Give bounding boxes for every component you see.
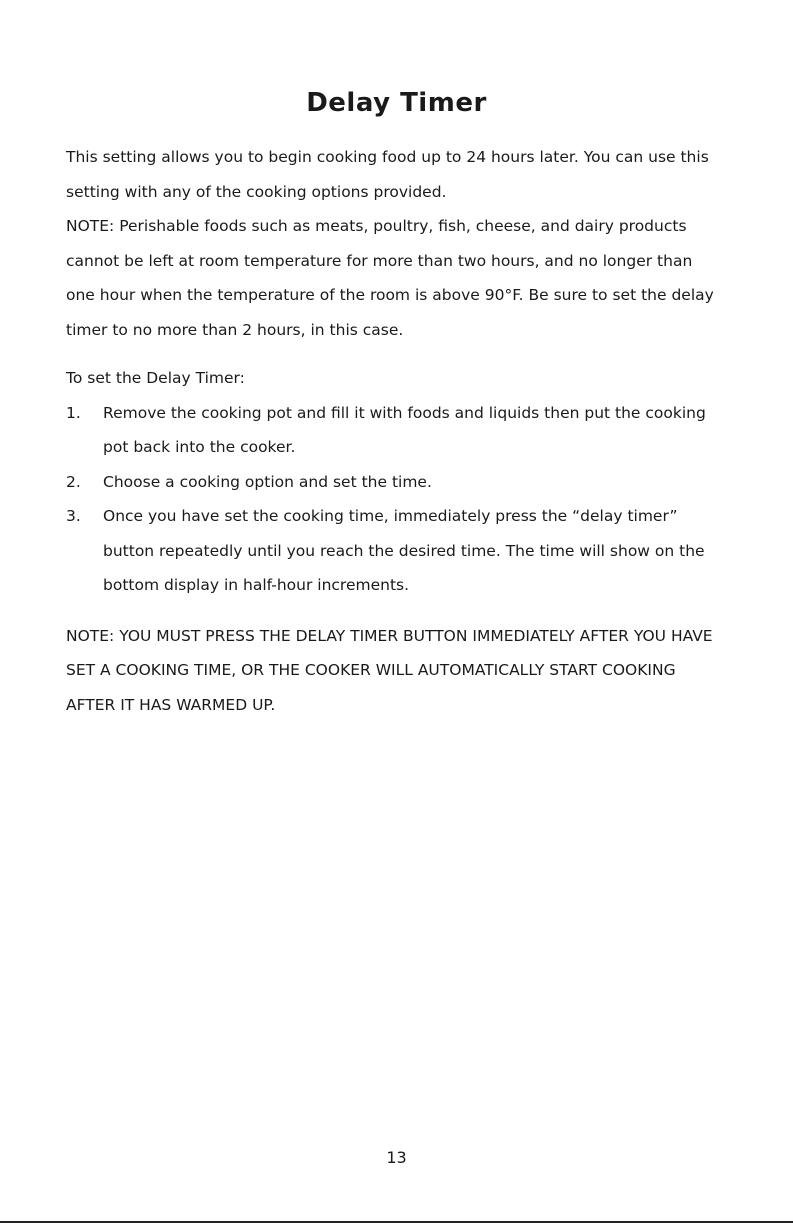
perishable-note: NOTE: Perishable foods such as meats, poultry, fish, cheese, and dairy products cannot be left at room temperature for more than two hours, and no longer than one hour when the temperature of the room is above 90°F. Be sure to set the delay timer to no more than 2 hours, in this case.	[66, 217, 714, 339]
steps-heading: To set the Delay Timer:	[66, 369, 245, 387]
page-number: 13	[386, 1148, 407, 1167]
steps-list	[66, 396, 726, 603]
step-text: Once you have set the cooking time, immediately press the “delay timer” button repeatedly until you reach the desired time. The time will show on the bottom display in half-hour increments.	[103, 507, 705, 594]
step-number: 3.	[66, 507, 81, 525]
step-item	[66, 465, 726, 500]
step-item	[66, 396, 726, 465]
step-number: 1.	[66, 403, 81, 422]
step-text: Choose a cooking option and set the time.	[103, 472, 432, 491]
intro-paragraph: This setting allows you to begin cooking food up to 24 hours later. You can use this setting with any of the cooking options provided.	[66, 148, 709, 201]
bottom-rule	[0, 1221, 793, 1223]
step-item	[66, 499, 726, 603]
page-title: Delay Timer	[306, 88, 487, 119]
section-gap	[66, 347, 726, 361]
caps-warning-note: NOTE: YOU MUST PRESS THE DELAY TIMER BUTTON IMMEDIATELY AFTER YOU HAVE SET A COOKING TIME, OR THE COOKER WILL AUTOMATICALLY START COOKING AFTER IT HAS WARMED UP.	[66, 626, 713, 714]
step-number: 2.	[66, 472, 81, 491]
page-content	[66, 140, 726, 722]
section-gap	[66, 603, 726, 619]
step-text: Remove the cooking pot and fill it with foods and liquids then put the cooking pot back into the cooker.	[103, 403, 706, 456]
